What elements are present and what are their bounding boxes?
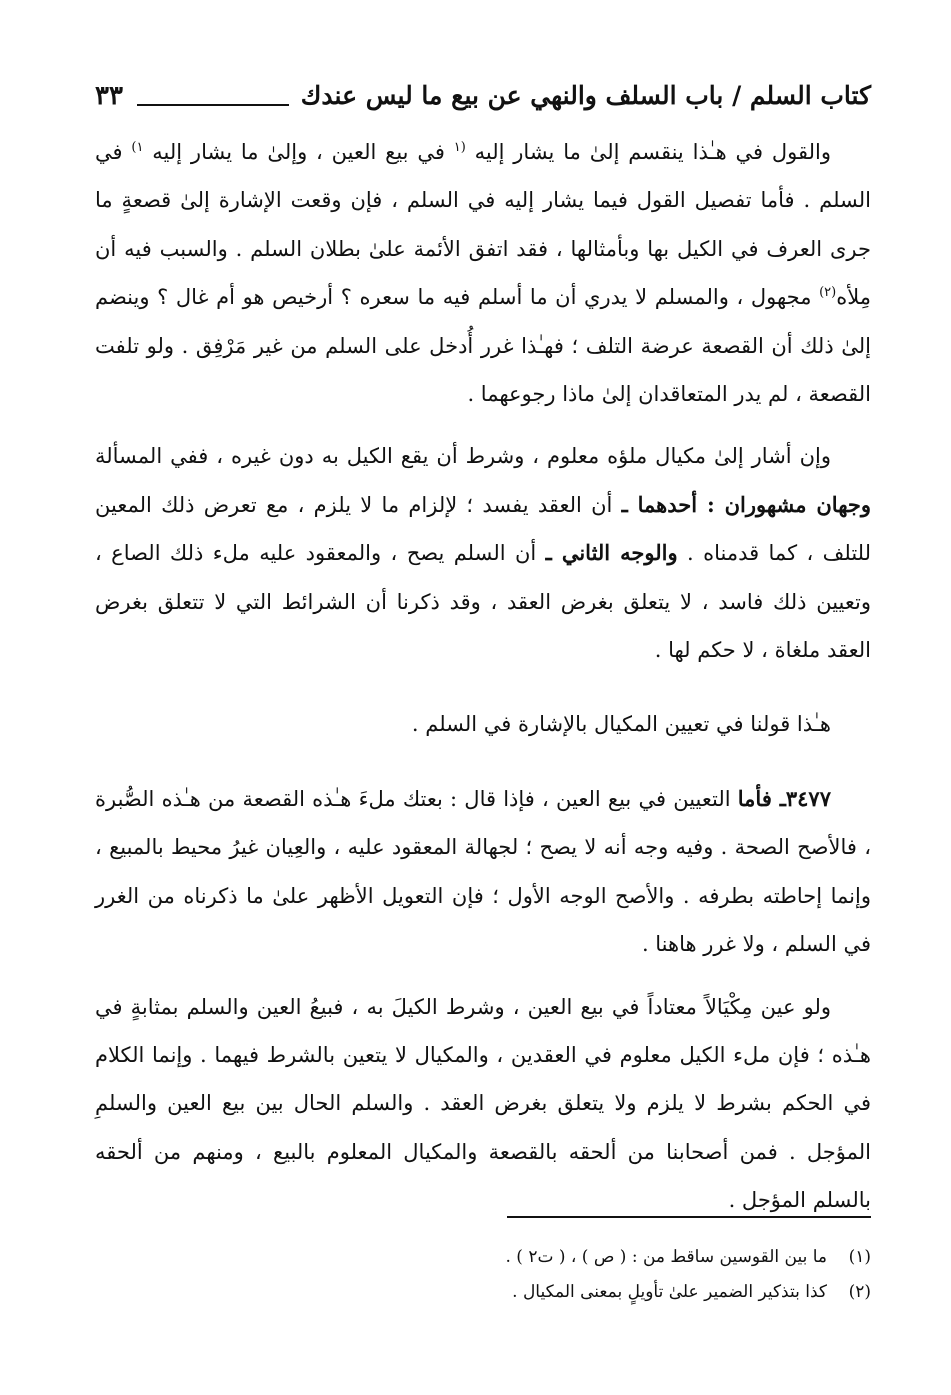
footnote-text: ما بين القوسين ساقط من : ( ص ) ، ( ت٢ ) . <box>505 1247 827 1267</box>
footnotes <box>95 1240 871 1310</box>
page-number: ٣٣ <box>95 81 123 111</box>
footnote-ref: (١ <box>453 140 466 155</box>
body-text <box>95 128 871 1225</box>
footnote-separator <box>507 1216 871 1218</box>
book-page <box>95 70 871 1330</box>
running-header <box>95 70 871 116</box>
text-segment: وإن أشار إلىٰ مكيال ملؤه معلوم ، وشرط أن يقع الكيل به دون غيره ، ففي المسألة <box>95 444 831 469</box>
text-segment: هـٰذا قولنا في تعيين المكيال بالإشارة في السلم . <box>411 712 831 737</box>
paragraph-4-issue-3477 <box>95 775 871 969</box>
text-segment: مجهول ، والمسلم لا يدري أن ما أسلم فيه ما سعره ؟ أرخيص هو أم غال ؟ وينضم إلىٰ ذلك أن القصعة عرضة التلف ؛ فهـٰذا غرر أُدخل على السلم من غير مَرْفِق . ولو تلفت القصعة ، لم يدر المتعاقدان إلىٰ ماذا رجوعهما . <box>95 285 871 407</box>
footnote-number: (١) <box>848 1247 871 1267</box>
footnote-1 <box>95 1240 871 1275</box>
text-segment: التعيين في بيع العين ، فإذا قال : بعتك ملءَ هـٰذه القصعة من هـٰذه الصُّبرة ، فالأصح الصحة . وفيه وجه أنه لا يصح ؛ لجهالة المعقود عليه ، والعِيان غيرُ محيط بالمبيع ، وإنما إحاطته بطرفه . والأصح الوجه الأول ؛ فإن التعويل الأظهر علىٰ ما ذكرناه من الغرر في السلم ، ولا غرر هاهنا . <box>95 786 871 957</box>
footnote-number: (٢) <box>848 1282 871 1302</box>
bold-term: والوجه الثاني ـ <box>545 540 678 566</box>
bold-term: ٣٤٧٧ـ فأما <box>737 785 831 811</box>
bold-term: وجهان مشهوران : أحدهما ـ <box>621 491 872 517</box>
paragraph-3 <box>95 700 871 748</box>
text-segment: والقول في هـٰذا ينقسم إلىٰ ما يشار إليه <box>465 140 831 164</box>
footnote-text: كذا بتذكير الضمير علىٰ تأويلٍ بمعنى المكيال . <box>512 1282 827 1302</box>
footnote-2 <box>95 1275 871 1310</box>
footnote-ref: ١) <box>131 140 144 155</box>
paragraph-1 <box>95 128 871 418</box>
text-segment: أن العقد يفسد ؛ لإلزام ما لا يلزم ، مع تعرض ذلك المعين للتلف ، كما قدمناه . <box>95 492 872 566</box>
text-segment: ولو عين مِكْيَالاً معتاداً في بيع العين ، وشرط الكيلَ به ، فبيعُ العين والسلم بمثابةٍ في هـٰذه ؛ فإن ملء الكيل معلوم في العقدين ، والمكيال لا يتعين بالشرط فيهما . وإنما الكلام في الحكم بشرط لا يلزم ولا يتعلق بغرض العقد . والسلم الحال بين بيع العين والسلمِ المؤجل . فمن أصحابنا من ألحقه بالقصعة والمكيال المعلوم بالبيع ، ومنهم من ألحقه بالسلم المؤجل . <box>95 994 871 1213</box>
footnote-ref: (٢) <box>819 285 837 301</box>
header-rule <box>137 104 289 106</box>
header-title: كتاب السلم / باب السلف والنهي عن بيع ما ليس عندك <box>300 81 871 110</box>
text-segment: في بيع العين ، وإلىٰ ما يشار إليه <box>143 140 454 164</box>
text-segment: في السلم . فأما تفصيل القول فيما يشار إليه في السلم ، فإن وقعت الإشارة إلىٰ قصعةٍ ما جرى العرف في الكيل بها وبأمثالها ، فقد اتفق الأئمة علىٰ بطلان السلم . والسبب فيه أن مِلأه <box>95 140 871 310</box>
paragraph-2 <box>95 432 871 674</box>
paragraph-5 <box>95 983 871 1225</box>
text-segment: أن السلم يصح ، والمعقود عليه ملء ذلك الصاع ، وتعيين ذلك فاسد ، لا يتعلق بغرض العقد ، وقد ذكرنا أن الشرائط التي لا تتعلق بغرض العقد ملغاة ، لا حكم لها . <box>95 541 871 663</box>
